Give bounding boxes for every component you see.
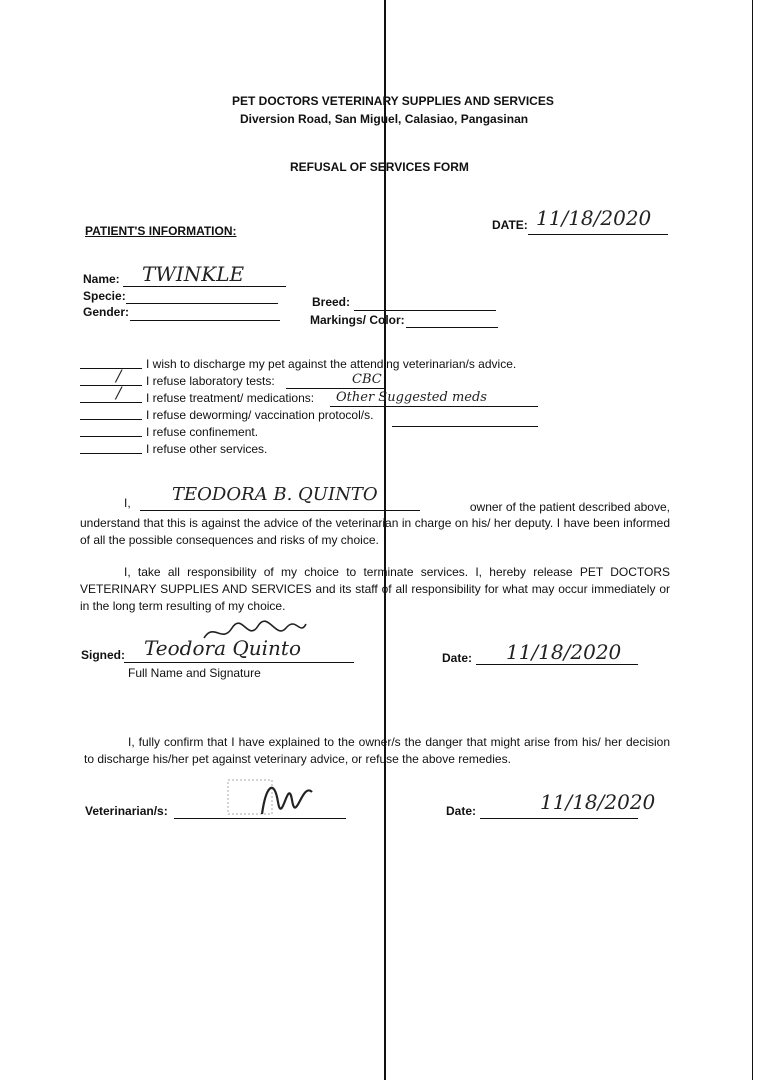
vet-stamp-signature	[222, 772, 322, 822]
breed-line	[354, 310, 496, 311]
check-mark: /	[116, 366, 122, 385]
vet-date-value: 11/18/2020	[540, 790, 656, 814]
refusal-text: I refuse treatment/ medications:	[146, 391, 315, 405]
company-address: Diversion Road, San Miguel, Calasiao, Pangasinan	[240, 112, 529, 126]
signed-date-value: 11/18/2020	[506, 640, 622, 664]
specie-line	[126, 303, 278, 304]
statement-i: I,	[124, 496, 131, 510]
statement-paragraph-2: I, take all responsibility of my choice to terminate services. I, hereby release PET DOCTORS VETERINARY SUPPLIES AND SERVICES and its staff of all responsibility for what may occur immediately or in the long term resulting of my choice.	[80, 565, 670, 613]
vet-date-label: Date:	[446, 804, 477, 818]
refusal-text: I refuse confinement.	[146, 425, 259, 439]
name-value: TWINKLE	[142, 262, 245, 286]
vet-date-line	[480, 818, 638, 819]
patient-section-label: PATIENT'S INFORMATION:	[85, 224, 237, 238]
scan-line-right	[752, 0, 753, 1080]
owner-name: TEODORA B. QUINTO	[172, 484, 378, 505]
detail-line	[286, 388, 386, 389]
vet-statement: I, fully confirm that I have explained to the owner/s the danger that might arise from his/ her decision to discharge his/her pet against veterinary advice, or refuse the above remedies.	[84, 735, 670, 766]
form-title: REFUSAL OF SERVICES FORM	[290, 160, 469, 174]
signed-date-line	[476, 664, 638, 665]
check-line	[80, 402, 142, 403]
refusal-text: I refuse deworming/ vaccination protocol/s.	[146, 408, 374, 422]
signature-scribble	[200, 618, 310, 648]
check-line	[80, 453, 142, 454]
name-label: Name:	[83, 272, 120, 286]
gender-label: Gender:	[83, 305, 130, 319]
signed-value: Teodora Quinto	[144, 636, 301, 660]
gender-line	[130, 320, 280, 321]
check-line	[80, 419, 142, 420]
statement-paragraph-1: understand that this is against the advice of the veterinarian in charge on his/ her deputy. I have been informed of all the possible consequences and risks of my choice.	[80, 516, 670, 547]
refusal-text: I refuse laboratory tests:	[146, 374, 275, 388]
refusal-detail: Other Suggested meds	[336, 390, 487, 405]
refusal-detail: CBC	[352, 372, 382, 387]
owner-name-line	[140, 510, 420, 511]
check-mark: /	[116, 383, 122, 402]
check-line	[80, 368, 142, 369]
signed-date-label: Date:	[442, 651, 473, 665]
refusal-text: I refuse other services.	[146, 442, 268, 456]
detail-line	[330, 406, 538, 407]
check-line	[80, 436, 142, 437]
date-value: 11/18/2020	[536, 206, 652, 230]
vet-label: Veterinarian/s:	[85, 804, 168, 818]
signed-label: Signed:	[81, 648, 125, 662]
company-name: PET DOCTORS VETERINARY SUPPLIES AND SERVICES	[232, 94, 554, 108]
date-line	[528, 234, 668, 235]
markings-line	[406, 327, 498, 328]
detail-line	[392, 426, 538, 427]
full-name-caption: Full Name and Signature	[128, 666, 261, 680]
breed-label: Breed:	[312, 295, 351, 309]
markings-label: Markings/ Color:	[310, 313, 405, 327]
signed-line	[124, 662, 354, 663]
date-label: DATE:	[492, 218, 528, 232]
specie-label: Specie:	[83, 289, 126, 303]
refusal-text: I wish to discharge my pet against the attending veterinarian/s advice.	[146, 357, 517, 371]
name-line	[123, 286, 286, 287]
check-line	[80, 385, 142, 386]
statement-tail: owner of the patient described above,	[469, 500, 670, 514]
